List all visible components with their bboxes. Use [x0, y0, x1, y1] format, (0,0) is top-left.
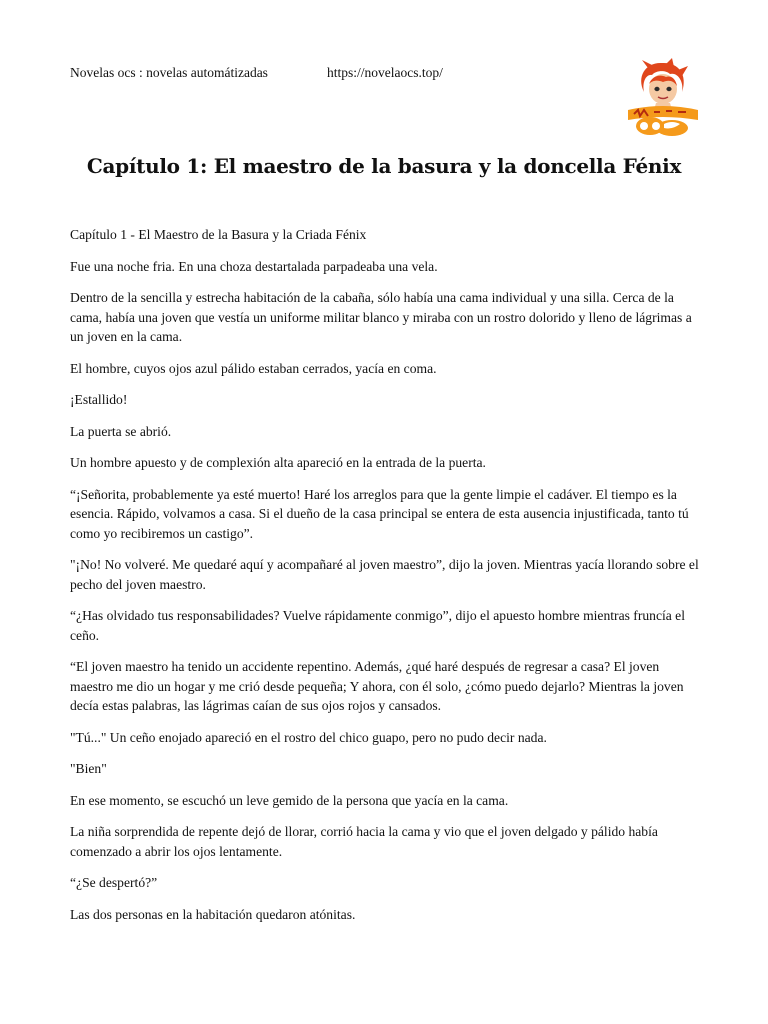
site-logo [626, 58, 700, 136]
paragraph: "¡No! No volveré. Me quedaré aquí y acompañaré al joven maestro”, dijo la joven. Mientras yacía llorando sobre el pecho del joven maestro. [70, 557, 699, 592]
paragraph: La puerta se abrió. [70, 423, 172, 439]
chapter-title: Capítulo 1: El maestro de la basura y la doncella Fénix [86, 154, 682, 178]
paragraph: “¿Se despertó?” [70, 875, 158, 890]
paragraph: El hombre, cuyos ojos azul pálido estaban cerrados, yacía en coma. [70, 360, 437, 376]
paragraph: "Tú..." Un ceño enojado apareció en el rostro del chico guapo, pero no pudo decir nada. [70, 729, 547, 745]
site-url: https://novelaocs.top/ [327, 65, 443, 80]
paragraph: La niña sorprendida de repente dejó de llorar, corrió hacia la cama y vio que el joven delgado y pálido había comenzado a abrir los ojos lentamente. [70, 824, 658, 859]
paragraph: “¿Has olvidado tus responsabilidades? Vuelve rápidamente conmigo”, dijo el apuesto hombre mientras fruncía el ceño. [70, 608, 685, 643]
paragraph: En ese momento, se escuchó un leve gemido de la persona que yacía en la cama. [70, 792, 509, 808]
chapter-body [70, 225, 700, 936]
paragraph: “El joven maestro ha tenido un accidente repentino. Además, ¿qué haré después de regresar a casa? El joven maestro me dio un hogar y me crió desde pequeña; Y ahora, con él solo, ¿cómo puedo dejarlo? Mientras la joven decía estas palabras, las lágrimas caían de sus ojos rojos y cansados. [70, 659, 684, 713]
mundo-ocs-logo-icon [626, 58, 700, 136]
paragraph: Fue una noche fria. En una choza destartalada parpadeaba una vela. [70, 258, 438, 274]
site-name: Novelas ocs : novelas automátizadas [70, 65, 268, 80]
paragraph: Capítulo 1 - El Maestro de la Basura y la Criada Fénix [70, 227, 367, 242]
paragraph: Las dos personas en la habitación quedaron atónitas. [70, 906, 356, 922]
paragraph: Un hombre apuesto y de complexión alta apareció en la entrada de la puerta. [70, 455, 486, 470]
paragraph: “¡Señorita, probablemente ya esté muerto! Haré los arreglos para que la gente limpie el cadáver. El tiempo es la esencia. Rápido, volvamos a casa. Si el dueño de la casa principal se entera de esta ausencia injustificada, tanto tú como yo recibiremos un castigo”. [70, 486, 689, 541]
paragraph: Dentro de la sencilla y estrecha habitación de la cabaña, sólo había una cama individual y una silla. Cerca de la cama, había una joven que vestía un uniforme militar blanco y miraba con un rostro dolorido y lleno de lágrimas a un joven en la cama. [70, 290, 692, 344]
paragraph: "Bien" [70, 761, 107, 776]
paragraph: ¡Estallido! [70, 392, 128, 407]
